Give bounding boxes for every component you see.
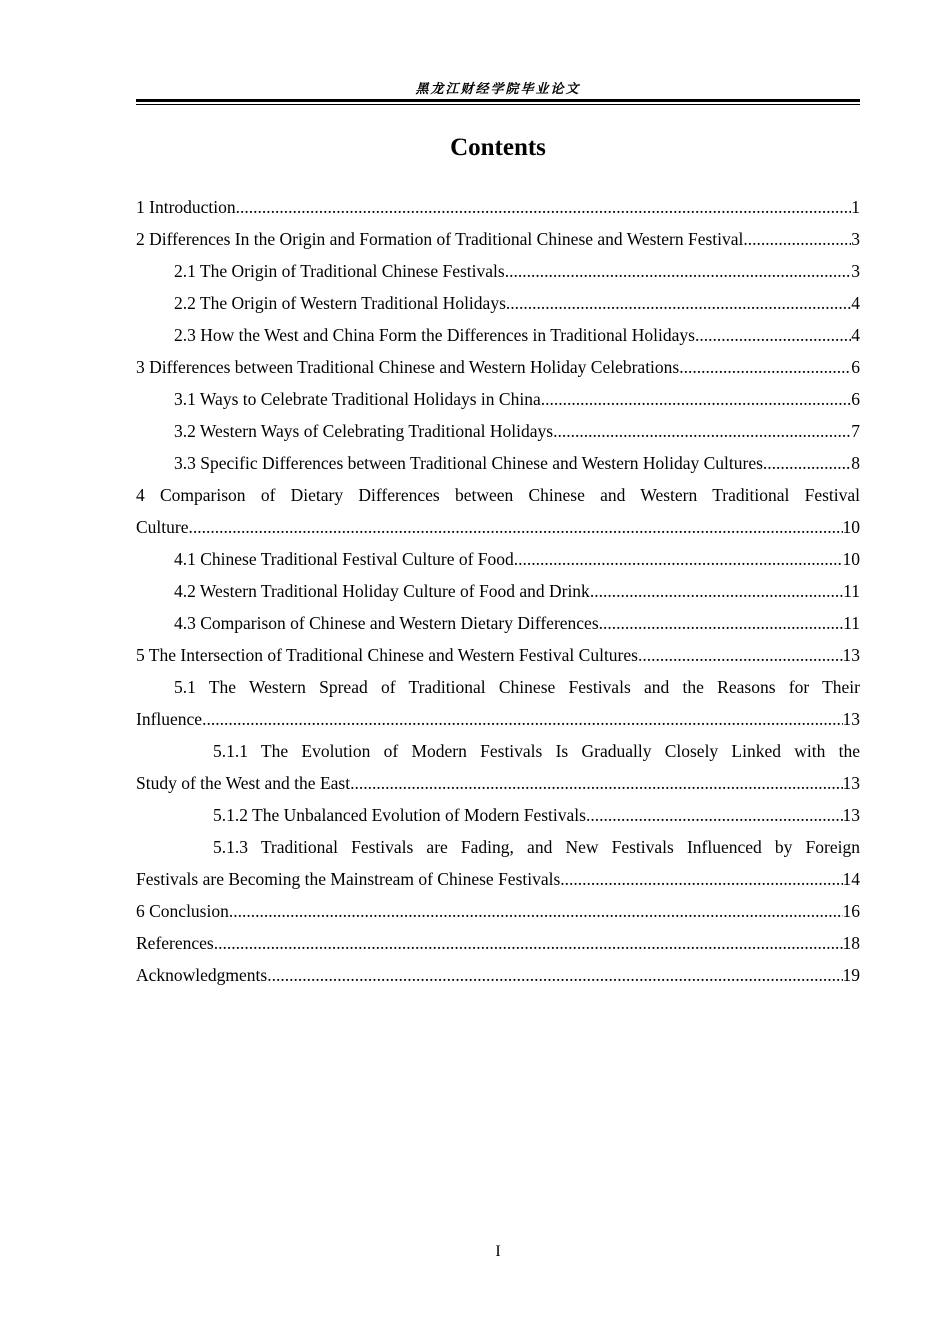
toc-page-number: 13 xyxy=(842,709,860,729)
toc-page-number: 13 xyxy=(842,805,860,825)
toc-dot-leader xyxy=(599,607,844,639)
toc-entry[interactable] xyxy=(136,575,860,607)
toc-entry[interactable] xyxy=(136,959,860,991)
toc-page-number: 11 xyxy=(843,613,860,633)
toc-entry-label: 3.2 Western Ways of Celebrating Traditional Holidays xyxy=(174,421,554,441)
toc-entry-label: Culture xyxy=(136,517,189,537)
toc-entry[interactable] xyxy=(136,223,860,255)
toc-entry-label: 3.1 Ways to Celebrate Traditional Holidays in China xyxy=(174,389,541,409)
toc-page-number: 13 xyxy=(842,645,860,665)
toc-page-number: 7 xyxy=(851,421,860,441)
toc-page-number: 3 xyxy=(851,229,860,249)
toc-page-number: 14 xyxy=(842,869,860,889)
toc-dot-leader xyxy=(236,191,852,223)
toc-page-number: 11 xyxy=(843,581,860,601)
toc-entry[interactable] xyxy=(136,543,860,575)
toc-page-number: 6 xyxy=(851,389,860,409)
toc-entry-line[interactable] xyxy=(136,831,860,863)
toc-dot-leader xyxy=(541,383,852,415)
toc-entry-label: Influence xyxy=(136,709,203,729)
toc-entry-label: 4.3 Comparison of Chinese and Western Dietary Differences xyxy=(174,613,599,633)
toc-dot-leader xyxy=(743,223,851,255)
toc-page-number: 18 xyxy=(842,933,860,953)
toc-entry-label: 1 Introduction xyxy=(136,197,236,217)
toc-dot-leader xyxy=(202,703,842,735)
toc-entry-label: Festivals are Becoming the Mainstream of Chinese Festivals xyxy=(136,869,561,889)
toc-entry[interactable] xyxy=(136,703,860,735)
toc-entry-label: 2.2 The Origin of Western Traditional Holidays xyxy=(174,293,506,313)
toc-entry-label: References xyxy=(136,933,214,953)
toc-entry[interactable] xyxy=(136,639,860,671)
toc-entry-label: 2.1 The Origin of Traditional Chinese Festivals xyxy=(174,261,505,281)
toc-page-number: 19 xyxy=(842,965,860,985)
toc-dot-leader xyxy=(514,543,843,575)
toc-entry-label: 4 Comparison of Dietary Differences between Chinese and Western Traditional Festival xyxy=(136,485,860,505)
toc-entry[interactable] xyxy=(136,447,860,479)
toc-dot-leader xyxy=(763,447,851,479)
toc-entry[interactable] xyxy=(136,191,860,223)
running-header: 黑龙江财经学院毕业论文 xyxy=(415,82,581,97)
toc-entry-label: 5.1.2 The Unbalanced Evolution of Modern Festivals xyxy=(213,805,586,825)
toc-entry[interactable] xyxy=(136,383,860,415)
toc-page-number: 16 xyxy=(842,901,860,921)
toc-page-number: 3 xyxy=(851,261,860,281)
toc-dot-leader xyxy=(506,287,851,319)
toc-entry-label: Study of the West and the East xyxy=(136,773,351,793)
toc-entry-label: 5.1.1 The Evolution of Modern Festivals Is Gradually Closely Linked with the xyxy=(213,741,860,761)
toc-entry[interactable] xyxy=(136,863,860,895)
toc-entry[interactable] xyxy=(136,927,860,959)
toc-dot-leader xyxy=(267,959,842,991)
toc-dot-leader xyxy=(638,639,843,671)
toc-entry-label: 4.1 Chinese Traditional Festival Culture of Food xyxy=(174,549,514,569)
toc-page-number: 13 xyxy=(842,773,860,793)
table-of-contents xyxy=(136,191,860,991)
toc-page-number: 4 xyxy=(851,293,860,313)
toc-dot-leader xyxy=(560,863,842,895)
toc-dot-leader xyxy=(229,895,843,927)
toc-entry[interactable] xyxy=(136,255,860,287)
toc-page-number: 10 xyxy=(842,549,860,569)
toc-entry-label: Acknowledgments xyxy=(136,965,268,985)
toc-page-number: 1 xyxy=(851,197,860,217)
toc-dot-leader xyxy=(189,511,843,543)
toc-entry-line[interactable] xyxy=(136,735,860,767)
toc-entry-label: 2.3 How the West and China Form the Differences in Traditional Holidays xyxy=(174,325,695,345)
toc-dot-leader xyxy=(350,767,842,799)
toc-entry-label: 4.2 Western Traditional Holiday Culture of Food and Drink xyxy=(174,581,590,601)
toc-page-number: 6 xyxy=(851,357,860,377)
toc-dot-leader xyxy=(586,799,843,831)
toc-entry-line[interactable] xyxy=(136,671,860,703)
toc-entry-label: 5.1.3 Traditional Festivals are Fading, and New Festivals Influenced by Foreign xyxy=(213,837,860,857)
toc-entry-label: 5.1 The Western Spread of Traditional Chinese Festivals and the Reasons for Their xyxy=(174,677,860,697)
toc-entry[interactable] xyxy=(136,511,860,543)
toc-dot-leader xyxy=(214,927,843,959)
toc-dot-leader xyxy=(505,255,852,287)
toc-entry-label: 2 Differences In the Origin and Formation of Traditional Chinese and Western Festival xyxy=(136,229,744,249)
toc-entry-label: 3.3 Specific Differences between Traditional Chinese and Western Holiday Cultures xyxy=(174,453,763,473)
toc-dot-leader xyxy=(695,319,851,351)
toc-entry[interactable] xyxy=(136,799,860,831)
page-title: Contents xyxy=(450,134,546,161)
toc-dot-leader xyxy=(590,575,843,607)
toc-dot-leader xyxy=(679,351,851,383)
toc-dot-leader xyxy=(553,415,851,447)
toc-entry[interactable] xyxy=(136,319,860,351)
toc-page-number: 10 xyxy=(842,517,860,537)
toc-entry-label: 6 Conclusion xyxy=(136,901,229,921)
toc-entry-label: 5 The Intersection of Traditional Chinese and Western Festival Cultures xyxy=(136,645,638,665)
toc-page-number: 8 xyxy=(851,453,860,473)
header-rule-thin xyxy=(136,104,860,105)
toc-entry-label: 3 Differences between Traditional Chinese and Western Holiday Celebrations xyxy=(136,357,680,377)
page-number: I xyxy=(495,1243,501,1260)
toc-entry-line[interactable] xyxy=(136,479,860,511)
toc-entry[interactable] xyxy=(136,607,860,639)
toc-entry[interactable] xyxy=(136,895,860,927)
header-rule-thick xyxy=(136,99,860,102)
toc-entry[interactable] xyxy=(136,287,860,319)
toc-entry[interactable] xyxy=(136,351,860,383)
toc-page-number: 4 xyxy=(851,325,860,345)
toc-entry[interactable] xyxy=(136,415,860,447)
toc-entry[interactable] xyxy=(136,767,860,799)
